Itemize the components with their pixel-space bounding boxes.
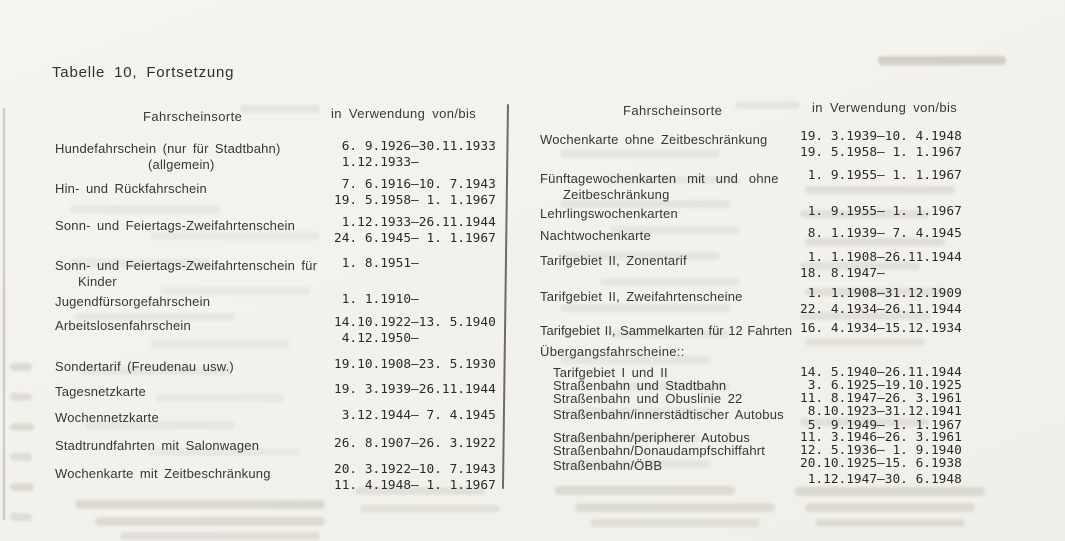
section-heading: Übergangsfahrscheine::: [540, 344, 685, 359]
row-dates: 8. 1.1939— 7. 4.1945: [800, 226, 962, 241]
bleed-through-smudge: [75, 500, 325, 509]
row-dates: 19.10.1908—23. 5.1930: [334, 357, 496, 372]
bleed-through-smudge: [805, 338, 925, 346]
row-label: Sonn- und Feiertags-Zweifahrtenschein: [55, 218, 296, 233]
row-label: Tarifgebiet II, Zweifahrtenscheine: [540, 289, 743, 304]
row-label: Straßenbahn/Donaudampfschiffahrt: [553, 443, 766, 458]
page-binding-shadow: [3, 108, 5, 520]
row-dates: 11. 3.1946—26. 3.1961: [800, 430, 962, 445]
row-dates: 26. 8.1907—26. 3.1922: [334, 436, 496, 451]
row-label: Tarifgebiet I und II: [553, 365, 668, 380]
row-dates: 8.10.1923—31.12.1941 5. 9.1949— 1. 1.1967: [800, 404, 962, 433]
row-dates: 19. 3.1939—26.11.1944: [334, 382, 496, 397]
row-label: Tarifgebiet II, Sammelkarten für 12 Fahrten: [540, 323, 793, 338]
bleed-through-smudge: [575, 503, 775, 512]
row-dates: 7. 6.1916—10. 7.1943 19. 5.1958— 1. 1.1967: [334, 177, 496, 208]
row-dates: 20.10.1925—15. 6.1938 1.12.1947—30. 6.1948: [800, 456, 962, 487]
row-label: Wochenkarte ohne Zeitbeschränkung: [540, 132, 768, 147]
bleed-through-smudge: [600, 278, 740, 286]
bleed-through-smudge: [560, 304, 730, 312]
row-dates: 1. 1.1908—31.12.1909 22. 4.1934—26.11.1944: [800, 286, 962, 317]
bleed-through-smudge: [10, 513, 32, 521]
bleed-through-smudge: [805, 186, 955, 194]
row-dates: 20. 3.1922—10. 7.1943 11. 4.1948— 1. 1.1967: [334, 462, 496, 493]
row-dates: 1. 9.1955— 1. 1.1967: [800, 168, 962, 183]
row-label: Sonn- und Feiertags-Zweifahrtenschein für Kinder: [55, 258, 318, 289]
row-dates: 1. 9.1955— 1. 1.1967: [800, 204, 962, 219]
row-dates: 14.10.1922—13. 5.1940 4.12.1950—: [334, 315, 496, 346]
right-column-header-usage: in Verwendung von/bis: [812, 100, 958, 115]
row-label: Straßenbahn/innerstädtischer Autobus: [553, 407, 784, 422]
row-label: Straßenbahn/peripherer Autobus: [553, 430, 751, 445]
bleed-through-smudge: [120, 532, 320, 540]
row-dates: 1. 1.1910—: [334, 292, 419, 307]
row-label: Straßenbahn und Stadtbahn: [553, 378, 727, 393]
bleed-through-smudge: [70, 205, 220, 213]
row-dates: 16. 4.1934—15.12.1934: [800, 321, 962, 336]
bleed-through-smudge: [10, 483, 34, 491]
right-column-header-types: Fahrscheinsorte: [623, 103, 723, 118]
row-dates: 1.12.1933—26.11.1944 24. 6.1945— 1. 1.1967: [334, 215, 496, 246]
row-label: Tagesnetzkarte: [55, 384, 146, 399]
bleed-through-smudge: [95, 517, 325, 526]
row-label: Hundefahrschein (nur für Stadtbahn) (allgemein): [55, 141, 281, 172]
row-label: Straßenbahn und Obuslinie 22: [553, 391, 743, 406]
row-dates: 19. 3.1939—10. 4.1948 19. 5.1958— 1. 1.1967: [800, 129, 962, 160]
bleed-through-smudge: [560, 150, 720, 158]
row-label: Wochenkarte mit Zeitbeschränkung: [55, 466, 271, 481]
bleed-through-smudge: [10, 363, 32, 371]
bleed-through-smudge: [735, 101, 800, 109]
bleed-through-smudge: [155, 394, 285, 402]
left-column-header-usage: in Verwendung von/bis: [331, 106, 477, 121]
bleed-through-smudge: [240, 105, 320, 113]
row-label: Tarifgebiet II, Zonentarif: [540, 253, 687, 268]
row-dates: 11. 8.1947—26. 3.1961: [800, 391, 962, 406]
bleed-through-smudge: [150, 340, 290, 348]
column-divider-rule: [502, 104, 509, 489]
bleed-through-smudge: [878, 56, 1006, 65]
row-dates: 14. 5.1940—26.11.1944: [800, 365, 962, 380]
row-dates: 12. 5.1936— 1. 9.1940: [800, 443, 962, 458]
bleed-through-smudge: [815, 519, 965, 527]
bleed-through-smudge: [590, 519, 760, 527]
left-column-header-types: Fahrscheinsorte: [143, 109, 243, 124]
row-label: Lehrlingswochenkarten: [540, 206, 678, 221]
bleed-through-smudge: [555, 486, 735, 495]
row-label: Sondertarif (Freudenau usw.): [55, 359, 234, 374]
row-label: Arbeitslosenfahrschein: [55, 318, 191, 333]
bleed-through-smudge: [795, 487, 985, 496]
bleed-through-smudge: [10, 423, 34, 431]
row-label: Straßenbahn/ÖBB: [553, 458, 663, 473]
row-dates: 6. 9.1926—30.11.1933 1.12.1933—: [334, 139, 496, 170]
row-label: Fünftagewochenkarten mit und ohne Zeitbeschränkung: [540, 171, 779, 202]
bleed-through-smudge: [10, 453, 32, 461]
row-dates: 3. 6.1925—19.10.1925: [800, 378, 962, 393]
row-label: Wochennetzkarte: [55, 410, 159, 425]
row-label: Jugendfürsorgefahrschein: [55, 294, 211, 309]
row-label: Hin- und Rückfahrschein: [55, 181, 207, 196]
row-label: Nachtwochenkarte: [540, 228, 651, 243]
row-dates: 1. 1.1908—26.11.1944 18. 8.1947—: [800, 250, 962, 281]
row-dates: 1. 8.1951—: [334, 256, 419, 271]
page-title: Tabelle 10, Fortsetzung: [52, 64, 235, 81]
bleed-through-smudge: [360, 505, 500, 513]
bleed-through-smudge: [10, 393, 32, 401]
row-label: Stadtrundfahrten mit Salonwagen: [55, 438, 260, 453]
row-dates: 3.12.1944— 7. 4.1945: [334, 408, 496, 423]
bleed-through-smudge: [805, 503, 975, 512]
